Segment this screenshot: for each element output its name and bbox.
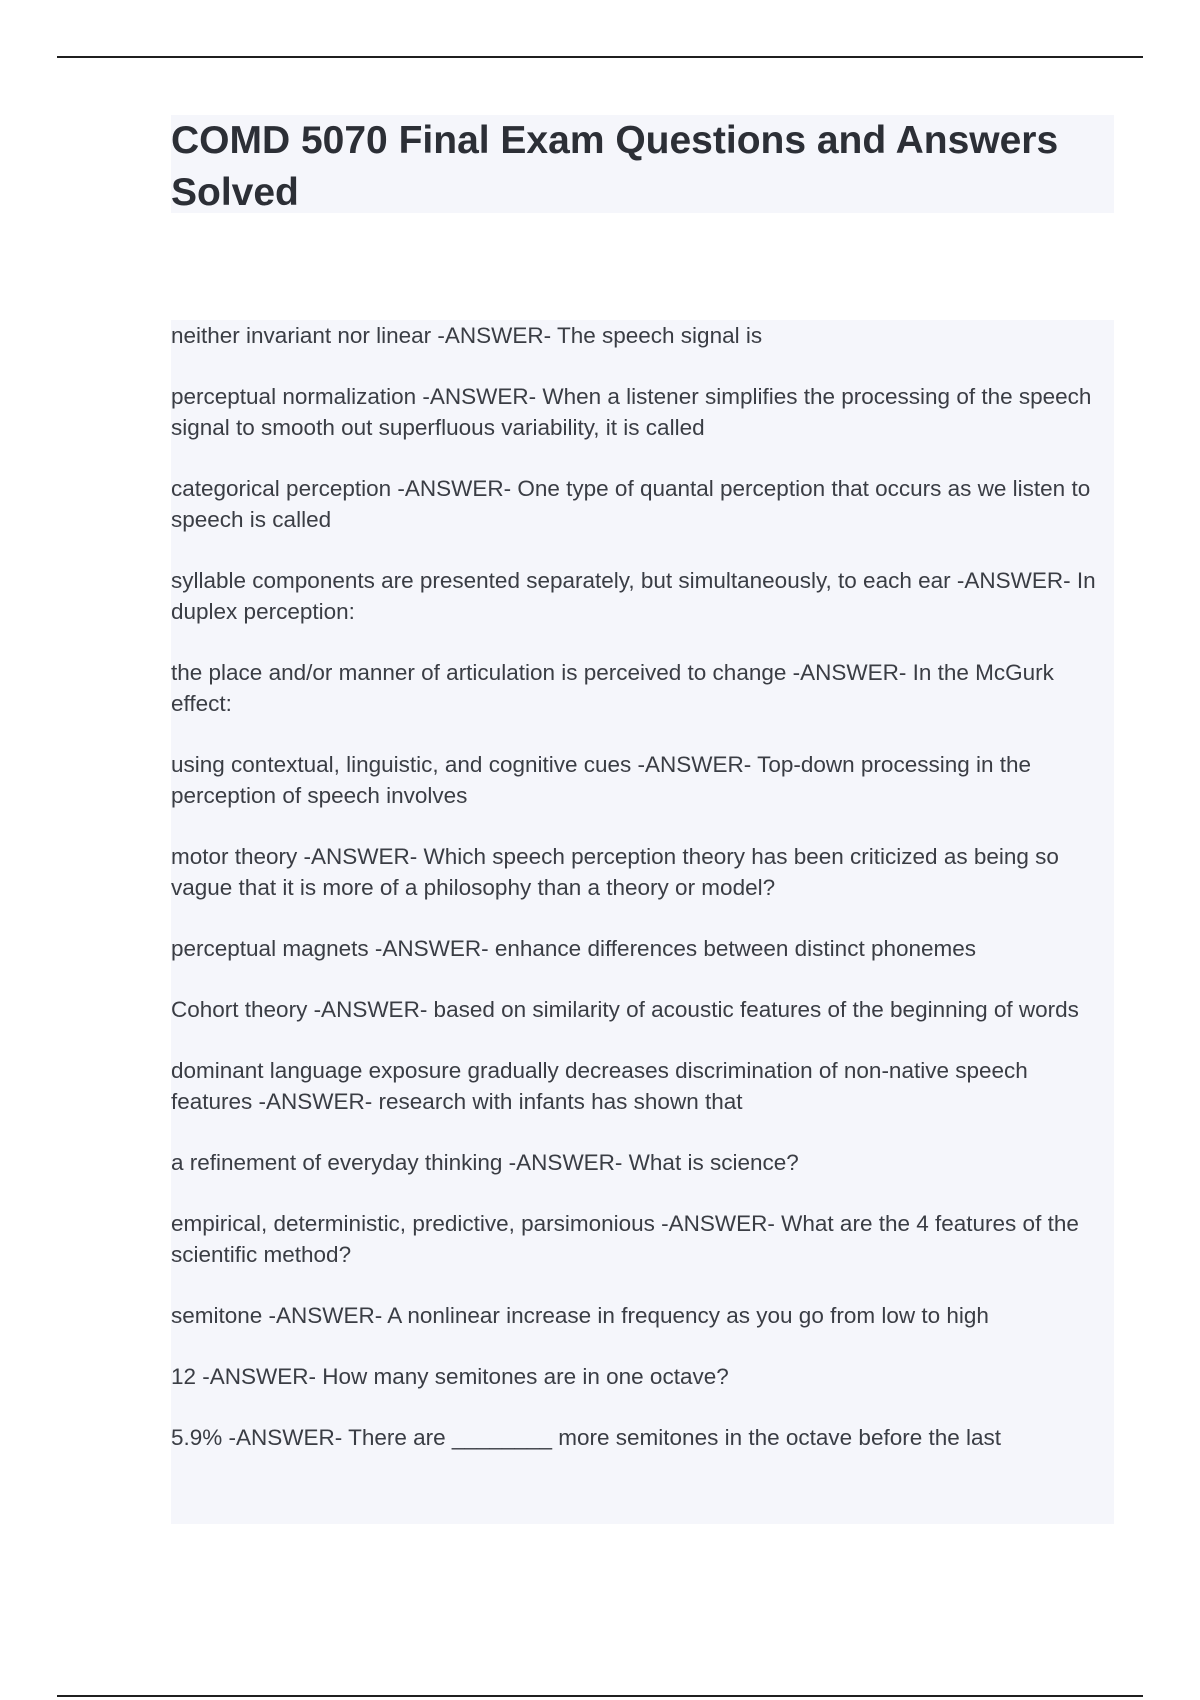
qa-item: 12 -ANSWER- How many semitones are in one octave?: [171, 1364, 729, 1389]
qa-item: perceptual magnets -ANSWER- enhance differences between distinct phonemes: [171, 936, 977, 961]
qa-section: [171, 320, 1114, 1524]
qa-item: perceptual normalization -ANSWER- When a listener simplifies the processing of the speech signal to smooth out superfluous variability, it is called: [171, 384, 1092, 440]
qa-item: 5.9% -ANSWER- There are ________ more semitones in the octave before the last: [171, 1425, 1002, 1450]
qa-item: dominant language exposure gradually decreases discrimination of non-native speech features -ANSWER- research with infants has shown that: [171, 1058, 1028, 1114]
qa-item: empirical, deterministic, predictive, parsimonious -ANSWER- What are the 4 features of the scientific method?: [171, 1211, 1079, 1267]
qa-item: Cohort theory -ANSWER- based on similarity of acoustic features of the beginning of words: [171, 997, 1079, 1022]
qa-item: the place and/or manner of articulation is perceived to change -ANSWER- In the McGurk effect:: [171, 660, 1054, 716]
qa-item: using contextual, linguistic, and cognitive cues -ANSWER- Top-down processing in the perception of speech involves: [171, 752, 1032, 808]
qa-item: semitone -ANSWER- A nonlinear increase in frequency as you go from low to high: [171, 1303, 989, 1328]
bottom-divider: [57, 1695, 1143, 1697]
qa-item: categorical perception -ANSWER- One type of quantal perception that occurs as we listen to speech is called: [171, 476, 1091, 532]
top-divider: [57, 56, 1143, 58]
title-block: [171, 115, 1114, 213]
qa-item: motor theory -ANSWER- Which speech perception theory has been criticized as being so vague that it is more of a philosophy than a theory or model?: [171, 844, 1059, 900]
qa-list: [171, 320, 1114, 1453]
qa-item: a refinement of everyday thinking -ANSWER- What is science?: [171, 1150, 799, 1175]
qa-item: neither invariant nor linear -ANSWER- The speech signal is: [171, 323, 763, 348]
qa-item: syllable components are presented separately, but simultaneously, to each ear -ANSWER- In duplex perception:: [171, 568, 1096, 624]
document-title: COMD 5070 Final Exam Questions and Answers Solved: [171, 119, 1059, 214]
